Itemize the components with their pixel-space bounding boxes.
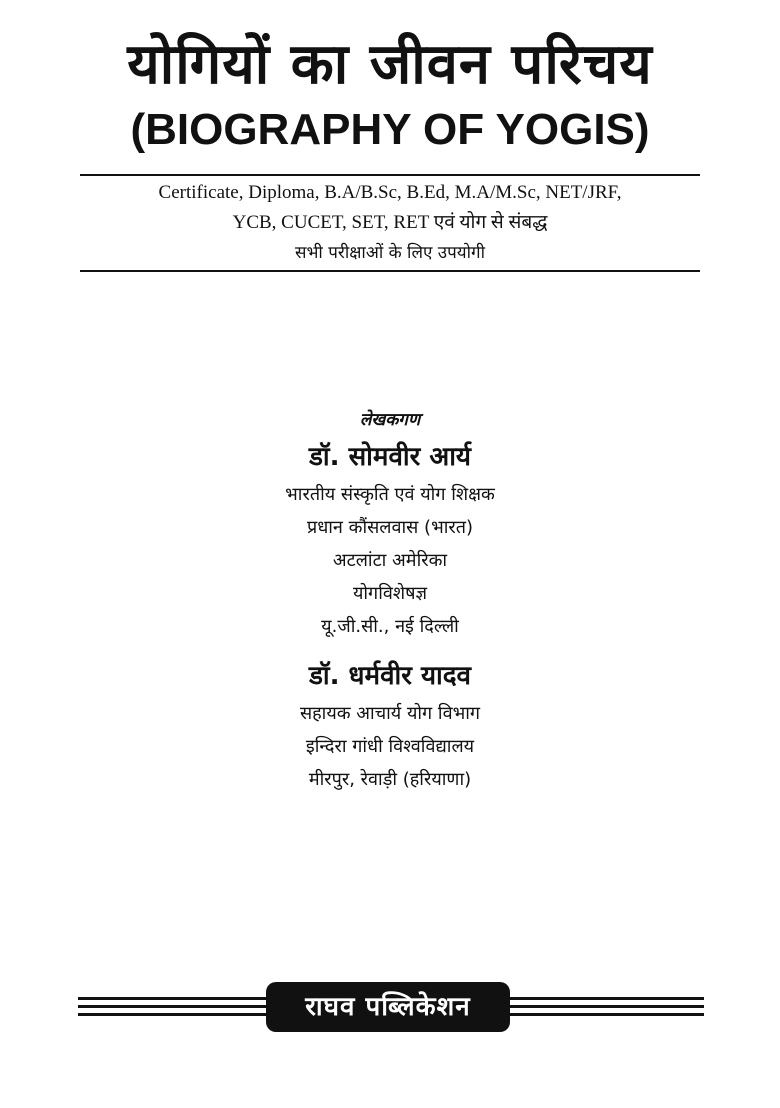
- exam-list: [0, 178, 780, 268]
- hindi-title: योगियों का जीवन परिचय: [127, 32, 653, 97]
- author-name: डॉ. धर्मवीर यादव: [308, 661, 472, 691]
- authors-section: [0, 404, 780, 796]
- publisher-name: राघव पब्लिकेशन: [266, 982, 510, 1032]
- bottom-divider: [80, 270, 700, 272]
- author-detail: मीरपुर, रेवाड़ी (हरियाणा): [308, 769, 472, 790]
- author-detail: भारतीय संस्कृति एवं योग शिक्षक: [285, 484, 495, 505]
- top-divider: [80, 174, 700, 176]
- exam-line: सभी परीक्षाओं के लिए उपयोगी: [294, 243, 486, 263]
- author-detail: प्रधान कौंसलवास (भारत): [306, 517, 474, 538]
- author-detail: अटलांटा अमेरिका: [332, 550, 448, 571]
- publisher-banner: [78, 982, 704, 1032]
- authors-label: लेखकगण: [359, 410, 421, 430]
- exam-line: Certificate, Diploma, B.A/B.Sc, B.Ed, M.A/M.Sc, NET/JRF,: [158, 182, 622, 203]
- author-name: डॉ. सोमवीर आर्य: [309, 442, 471, 472]
- exam-line: YCB, CUCET, SET, RET एवं योग से संबद्ध: [232, 212, 548, 233]
- author-detail: योगविशेषज्ञ: [352, 583, 428, 604]
- author-detail: यू.जी.सी., नई दिल्ली: [321, 616, 459, 637]
- author-detail: इन्दिरा गांधी विश्वविद्यालय: [305, 736, 475, 757]
- author-detail: सहायक आचार्य योग विभाग: [299, 703, 481, 724]
- english-title: (BIOGRAPHY OF YOGIS): [130, 105, 650, 154]
